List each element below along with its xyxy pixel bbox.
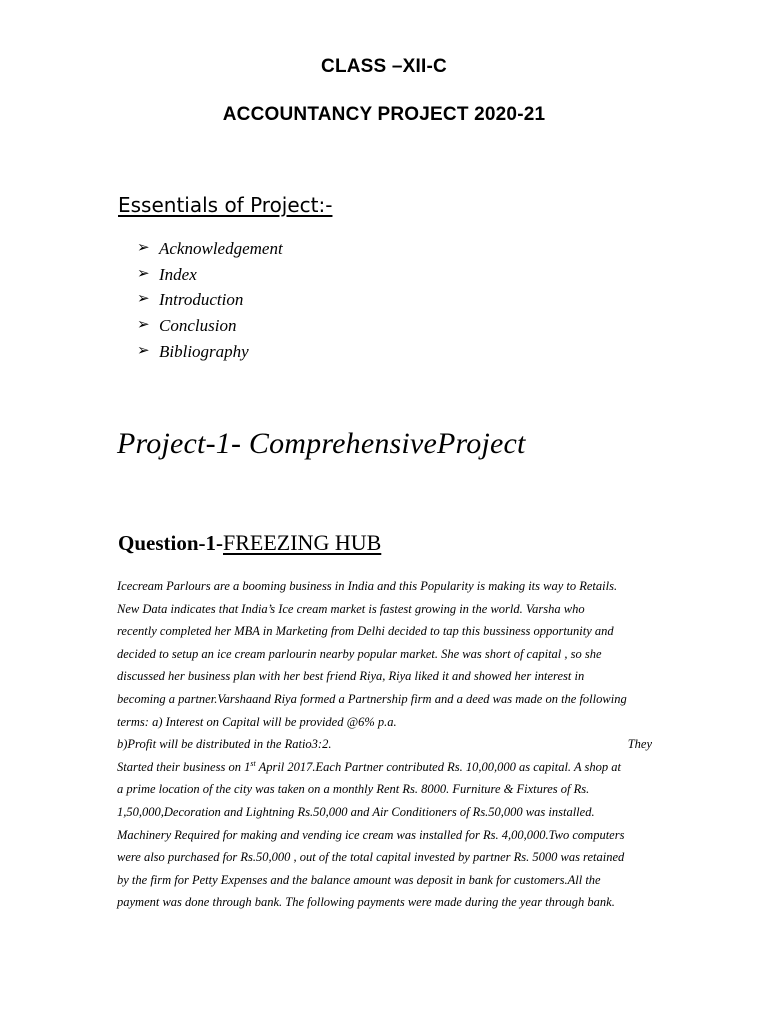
arrow-bullet-icon: ➢ [137, 240, 150, 256]
arrow-bullet-icon: ➢ [137, 317, 150, 334]
body-line-left: b)Profit will be distributed in the Ratio3:2. [117, 737, 332, 752]
body-line: discussed her business plan with her best friend Riya, Riya liked it and showed her interest in [117, 669, 585, 684]
list-item [137, 339, 283, 365]
body-line: Icecream Parlours are a booming business in India and this Popularity is making its way to Retails. [117, 579, 618, 593]
body-line: terms: a) Interest on Capital will be provided @6% p.a. [117, 714, 397, 729]
body-line: were also purchased for Rs.50,000 , out of the total capital invested by partner Rs. 5000 was retained [117, 850, 625, 865]
body-text-segment: Started their business on 1 [117, 759, 251, 774]
project-heading: Project-1- ComprehensiveProject [117, 427, 526, 460]
arrow-bullet-icon: ➢ [137, 265, 150, 282]
list-item-label: Index [159, 264, 197, 284]
body-line: decided to setup an ice cream parlourin nearby popular market. She was short of capital , so she [117, 646, 602, 661]
body-line-right: They [627, 737, 652, 752]
body-line: New Data indicates that India’s Ice cream market is fastest growing in the world. Varsha who [117, 601, 585, 616]
body-line: a prime location of the city was taken on a monthly Rent Rs. 8000. Furniture & Fixtures of Rs. [117, 782, 590, 797]
list-item-label: Introduction [159, 290, 244, 310]
list-item-label: Acknowledgement [159, 239, 283, 258]
body-line: by the firm for Petty Expenses and the balance amount was deposit in bank for customers.All the [117, 872, 601, 887]
body-line: Machinery Required for making and vending ice cream was installed for Rs. 4,00,000.Two computers [117, 827, 625, 842]
ordinal-superscript: st [250, 758, 256, 768]
question-heading [118, 530, 381, 556]
list-item [137, 313, 283, 339]
question-title: FREEZING HUB [223, 530, 382, 555]
body-line: recently completed her MBA in Marketing from Delhi decided to tap this bussiness opportunity and [117, 624, 614, 639]
body-line: 1,50,000,Decoration and Lightning Rs.50,000 and Air Conditioners of Rs.50,000 was installed. [117, 804, 595, 819]
list-item [137, 287, 283, 313]
list-item-label: Bibliography [159, 341, 249, 361]
body-line [117, 756, 652, 779]
body-text-segment: April 2017.Each Partner contributed Rs. 10,00,000 as capital. A shop at [255, 759, 621, 774]
essentials-heading: Essentials of Project:- [118, 193, 333, 217]
list-item-label: Conclusion [159, 316, 237, 336]
list-item [137, 262, 283, 288]
list-item [137, 236, 283, 262]
body-line: becoming a partner.Varshaand Riya formed a Partnership firm and a deed was made on the following [117, 691, 627, 706]
arrow-bullet-icon: ➢ [137, 291, 150, 308]
class-title: CLASS –XII-C [321, 56, 447, 77]
question-number: Question-1- [118, 531, 223, 555]
question-body [117, 575, 652, 914]
essentials-list [137, 236, 283, 364]
body-line: payment was done through bank. The following payments were made during the year through bank. [117, 895, 615, 910]
project-year-title: ACCOUNTANCY PROJECT 2020-21 [222, 104, 546, 125]
body-line [117, 733, 652, 756]
arrow-bullet-icon: ➢ [137, 342, 150, 359]
